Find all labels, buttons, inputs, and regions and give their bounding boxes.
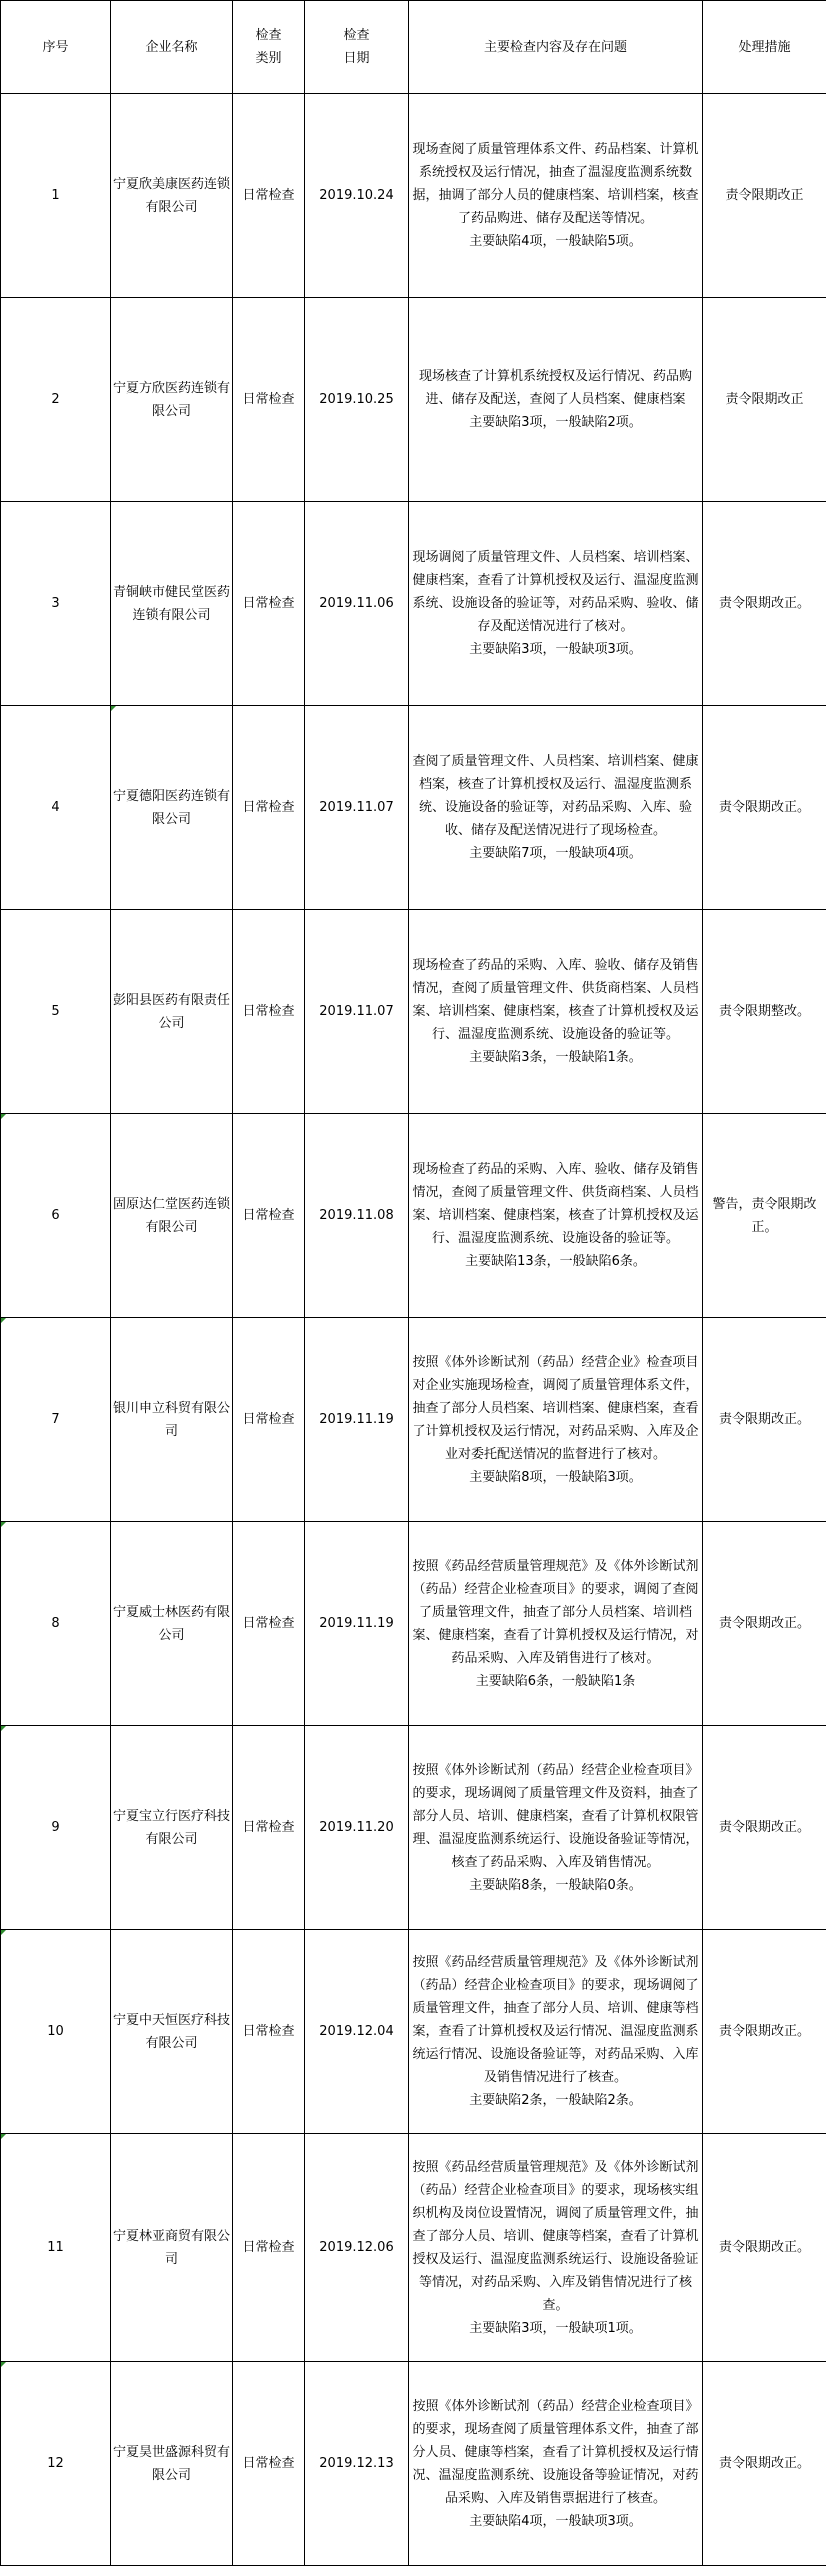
- header-company: 企业名称: [111, 1, 233, 94]
- cell-index: [1, 1114, 111, 1318]
- cell-content: [409, 910, 703, 1114]
- cell-content: [409, 1726, 703, 1930]
- cell-type: 日常检查: [233, 706, 305, 910]
- cell-measure: 责令限期改正: [703, 298, 826, 502]
- table-row: [1, 2362, 826, 2566]
- cell-company: 宁夏昊世盛源科贸有限公司: [111, 2362, 233, 2566]
- content-text: 现场检查了药品的采购、入库、验收、储存及销售情况，查阅了质量管理文件、供货商档案、人员档案、培训档案、健康档案，核查了计算机授权及运行、温湿度监测系统、设施设备的验证等。: [412, 958, 699, 1042]
- defects-text: 主要缺陷3项，一般缺项1项。: [469, 2320, 642, 2336]
- comment-indicator-icon: [1, 1114, 6, 1119]
- table-row: [1, 94, 826, 298]
- defects-text: 主要缺陷4项，一般缺项3项。: [469, 2513, 642, 2529]
- cell-type: 日常检查: [233, 2134, 305, 2362]
- cell-company: 宁夏林亚商贸有限公司: [111, 2134, 233, 2362]
- content-text: 现场检查了药品的采购、入库、验收、储存及销售情况，查阅了质量管理文件、供货商档案、人员档案、培训档案、健康档案，核查了计算机授权及运行、温湿度监测系统、设施设备的验证等。: [412, 1162, 699, 1246]
- defects-text: 主要缺陷4项，一般缺陷5项。: [469, 234, 642, 249]
- cell-company: 宁夏中天恒医疗科技有限公司: [111, 1930, 233, 2134]
- index-text: 7: [51, 1412, 60, 1427]
- header-content: 主要检查内容及存在问题: [409, 1, 703, 94]
- comment-indicator-icon: [1, 1930, 6, 1935]
- cell-type: 日常检查: [233, 1114, 305, 1318]
- table-row: [1, 502, 826, 706]
- defects-text: 主要缺陷13条，一般缺陷6条。: [465, 1254, 646, 1269]
- table-row: [1, 1930, 826, 2134]
- cell-measure: 责令限期改正。: [703, 1522, 826, 1726]
- content-text: 现场核查了计算机系统授权及运行情况、药品购进、储存及配送，查阅了人员档案、健康档案: [418, 369, 692, 407]
- cell-date: 2019.11.08: [305, 1114, 409, 1318]
- cell-index: 1: [1, 94, 111, 298]
- cell-content: [409, 1522, 703, 1726]
- comment-indicator-icon: [1, 1726, 6, 1731]
- table-row: [1, 298, 826, 502]
- header-type-line2: 类别: [255, 51, 282, 66]
- index-text: 6: [51, 1208, 60, 1223]
- defects-text: 主要缺陷8条，一般缺陷0条。: [469, 1877, 642, 1893]
- cell-date: 2019.10.24: [305, 94, 409, 298]
- header-date: [305, 1, 409, 94]
- cell-content: [409, 1318, 703, 1522]
- cell-company: 宁夏方欣医药连锁有限公司: [111, 298, 233, 502]
- cell-type: 日常检查: [233, 94, 305, 298]
- table-row: [1, 910, 826, 1114]
- cell-measure: 责令限期改正。: [703, 1726, 826, 1930]
- cell-content: [409, 94, 703, 298]
- cell-type: 日常检查: [233, 1522, 305, 1726]
- cell-index: 4: [1, 706, 111, 910]
- content-text: 按照《药品经营质量管理规范》及《体外诊断试剂（药品）经营企业检查项目》的要求，现场核实组织机构及岗位设置情况，调阅了质量管理文件，抽查了部分人员、培训、健康等档案，查看了计算机授权及运行、温湿度监测系统运行、设施设备验证等情况，对药品采购、入库及销售情况进行了核查。: [412, 2159, 699, 2313]
- cell-index: [1, 1522, 111, 1726]
- table-row: [1, 1522, 826, 1726]
- cell-date: 2019.11.20: [305, 1726, 409, 1930]
- header-measure: 处理措施: [703, 1, 826, 94]
- cell-measure: 警告，责令限期改正。: [703, 1114, 826, 1318]
- cell-index: [1, 1726, 111, 1930]
- cell-index: 5: [1, 910, 111, 1114]
- defects-text: 主要缺陷3项，一般缺陷2项。: [469, 415, 642, 430]
- content-text: 按照《药品经营质量管理规范》及《体外诊断试剂（药品）经营企业检查项目》的要求，现场调阅了质量管理文件，抽查了部分人员、培训、健康等档案，查看了计算机授权及运行情况、温湿度监测系统运行情况、设施设备验证等，对药品采购、入库及销售情况进行了核查。: [412, 1955, 699, 2085]
- index-text: 10: [47, 2024, 64, 2039]
- table-row: [1, 1726, 826, 1930]
- cell-measure: 责令限期改正。: [703, 1930, 826, 2134]
- comment-indicator-icon: [111, 706, 116, 711]
- cell-type: 日常检查: [233, 502, 305, 706]
- cell-content: [409, 2362, 703, 2566]
- cell-index: 2: [1, 298, 111, 502]
- header-type-line1: 检查: [255, 28, 282, 43]
- cell-company: 宁夏宝立行医疗科技有限公司: [111, 1726, 233, 1930]
- cell-type: 日常检查: [233, 1318, 305, 1522]
- comment-indicator-icon: [1, 1318, 6, 1323]
- cell-date: 2019.11.19: [305, 1522, 409, 1726]
- cell-company: 彭阳县医药有限责任公司: [111, 910, 233, 1114]
- defects-text: 主要缺陷6条，一般缺陷1条: [475, 1673, 636, 1689]
- cell-date: 2019.12.04: [305, 1930, 409, 2134]
- cell-index: [1, 2362, 111, 2566]
- table-row: [1, 1114, 826, 1318]
- cell-measure: 责令限期改正。: [703, 2362, 826, 2566]
- cell-type: 日常检查: [233, 1726, 305, 1930]
- defects-text: 主要缺陷3项，一般缺项3项。: [469, 642, 642, 657]
- comment-indicator-icon: [1, 2134, 6, 2139]
- cell-index: [1, 1930, 111, 2134]
- header-row: [1, 1, 826, 94]
- cell-company: 宁夏威士林医药有限公司: [111, 1522, 233, 1726]
- table-row: [1, 2134, 826, 2362]
- cell-type: 日常检查: [233, 910, 305, 1114]
- cell-content: [409, 2134, 703, 2362]
- cell-type: 日常检查: [233, 298, 305, 502]
- cell-measure: 责令限期整改。: [703, 910, 826, 1114]
- content-text: 按照《体外诊断试剂（药品）经营企业》检查项目对企业实施现场检查，调阅了质量管理体系文件，抽查了部分人员档案、培训档案、健康档案，查看了计算机授权及运行情况，对药品采购、入库及企业对委托配送情况的监督进行了核对。: [412, 1354, 699, 1462]
- cell-measure: 责令限期改正。: [703, 2134, 826, 2362]
- cell-content: [409, 1930, 703, 2134]
- cell-company: 固原达仁堂医药连锁有限公司: [111, 1114, 233, 1318]
- content-text: 现场查阅了质量管理体系文件、药品档案、计算机系统授权及运行情况，抽查了温湿度监测系统数据，抽调了部分人员的健康档案、培训档案，核查了药品购进、储存及配送等情况。: [412, 142, 699, 226]
- index-text: 8: [51, 1616, 60, 1631]
- cell-content: [409, 298, 703, 502]
- index-text: 9: [51, 1820, 60, 1835]
- table-row: [1, 1318, 826, 1522]
- content-text: 现场调阅了质量管理文件、人员档案、培训档案、健康档案，查看了计算机授权及运行、温湿度监测系统、设施设备的验证等，对药品采购、验收、储存及配送情况进行了核对。: [412, 550, 699, 634]
- cell-content: [409, 1114, 703, 1318]
- content-text: 按照《体外诊断试剂（药品）经营企业检查项目》的要求，现场调阅了质量管理文件及资料，抽查了部分人员、培训、健康档案，查看了计算机权限管理、温湿度监测系统运行、设施设备验证等情况，核查了药品采购、入库及销售情况。: [412, 1762, 699, 1870]
- cell-index: [1, 1318, 111, 1522]
- index-text: 12: [47, 2456, 64, 2471]
- defects-text: 主要缺陷3条，一般缺陷1条。: [469, 1050, 642, 1065]
- header-index: 序号: [1, 1, 111, 94]
- cell-company: 银川申立科贸有限公司: [111, 1318, 233, 1522]
- cell-date: 2019.11.06: [305, 502, 409, 706]
- cell-measure: 责令限期改正。: [703, 1318, 826, 1522]
- comment-indicator-icon: [1, 2362, 6, 2367]
- cell-content: [409, 502, 703, 706]
- cell-company: 宁夏欣美康医药连锁有限公司: [111, 94, 233, 298]
- header-date-line1: 检查: [343, 28, 370, 43]
- cell-date: 2019.12.06: [305, 2134, 409, 2362]
- cell-index: 3: [1, 502, 111, 706]
- company-text: 宁夏德阳医药连锁有限公司: [113, 788, 231, 827]
- cell-date: 2019.10.25: [305, 298, 409, 502]
- index-text: 11: [47, 2240, 64, 2255]
- cell-type: 日常检查: [233, 2362, 305, 2566]
- cell-index: [1, 2134, 111, 2362]
- cell-company: [111, 706, 233, 910]
- defects-text: 主要缺陷2条，一般缺陷2条。: [469, 2093, 642, 2108]
- defects-text: 主要缺陷7项，一般缺项4项。: [469, 846, 642, 861]
- cell-content: [409, 706, 703, 910]
- content-text: 按照《体外诊断试剂（药品）经营企业检查项目》的要求，现场查阅了质量管理体系文件，抽查了部分人员、健康等档案，查看了计算机授权及运行情况、温湿度监测系统、设施设备等验证情况，对药品采购、入库及销售票据进行了核查。: [412, 2398, 699, 2506]
- cell-company: 青铜峡市健民堂医药连锁有限公司: [111, 502, 233, 706]
- cell-date: 2019.12.13: [305, 2362, 409, 2566]
- cell-date: 2019.11.07: [305, 910, 409, 1114]
- content-text: 按照《药品经营质量管理规范》及《体外诊断试剂（药品）经营企业检查项目》的要求，调阅了查阅了质量管理文件，抽查了部分人员档案、培训档案、健康档案，查看了计算机授权及运行情况，对药品采购、入库及销售进行了核对。: [412, 1558, 699, 1666]
- cell-date: 2019.11.07: [305, 706, 409, 910]
- cell-date: 2019.11.19: [305, 1318, 409, 1522]
- cell-type: 日常检查: [233, 1930, 305, 2134]
- content-text: 查阅了质量管理文件、人员档案、培训档案、健康档案，核查了计算机授权及运行、温湿度监测系统、设施设备的验证等，对药品采购、入库、验收、储存及配送情况进行了现场检查。: [412, 754, 699, 838]
- cell-measure: 责令限期改正: [703, 94, 826, 298]
- comment-indicator-icon: [1, 1522, 6, 1527]
- cell-measure: 责令限期改正。: [703, 706, 826, 910]
- header-type: [233, 1, 305, 94]
- defects-text: 主要缺陷8项，一般缺陷3项。: [469, 1469, 642, 1485]
- cell-measure: 责令限期改正。: [703, 502, 826, 706]
- header-date-line2: 日期: [343, 51, 370, 66]
- table-row: [1, 706, 826, 910]
